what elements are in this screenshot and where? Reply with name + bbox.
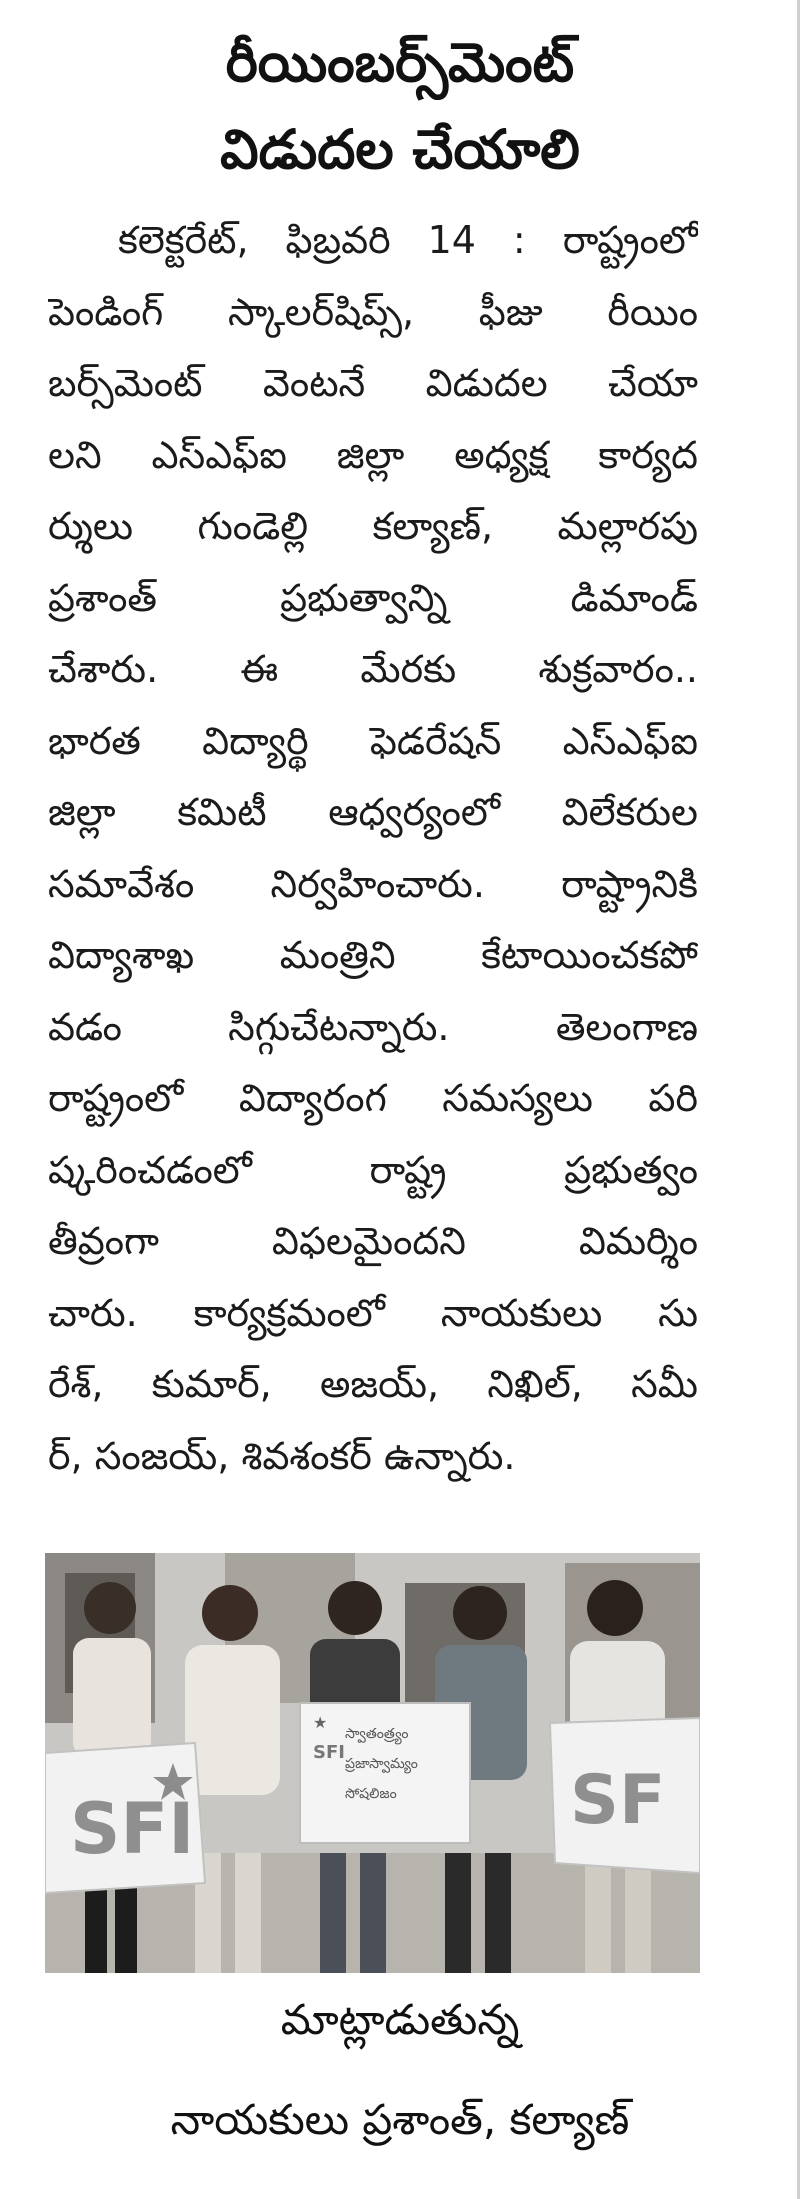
body-line: రాష్ట్రంలో విద్యారంగ సమస్యలు పరి [48,1076,698,1120]
banner-right-text: SF [570,1761,666,1840]
sfi-banner-left [45,1743,205,1893]
body-line: చేశారు. ఈ మేరకు శుక్రవారం.. [48,647,698,691]
news-photo [45,1553,700,1973]
placard-line-2: ప్రజాస్వామ్యం [345,1756,418,1772]
body-line: జిల్లా కమిటీ ఆధ్వర్యంలో విలేకరుల [48,790,698,834]
sfi-placard [300,1703,470,1843]
body-line: లని ఎస్ఎఫ్ఐ జిల్లా అధ్యక్ష కార్యద [48,432,698,477]
banner-left-text: SFI [70,1788,195,1870]
body-line: వడం సిగ్గుచేటన్నారు. తెలంగాణ [48,1004,698,1049]
body-line: భారత విద్యార్థి ఫెడరేషన్ ఎస్ఎఫ్ఐ [48,718,698,763]
photo-caption-line-1: మాట్లాడుతున్న [280,1995,520,2044]
article-body [48,205,698,1492]
body-line: ష్కరించడంలో రాష్ట్ర ప్రభుత్వం [48,1147,698,1192]
body-line: చారు. కార్యక్రమంలో నాయకులు సు [48,1290,698,1335]
previous-article-cutoff [40,0,560,10]
body-line: బర్స్‌మెంట్ వెంటనే విడుదల చేయా [48,361,698,405]
placard-star: ★ [313,1713,328,1732]
placard-line-1: స్వాతంత్ర్యం [345,1726,409,1742]
body-line: తీవ్రంగా విఫలమైందని విమర్శిం [48,1219,698,1263]
sfi-banner-right [550,1718,700,1873]
body-line: ప్రశాంత్ ప్రభుత్వాన్ని డిమాండ్ [48,575,698,620]
photo-illustration [45,1553,700,1973]
placard-vertical-text: SFI [313,1742,345,1763]
body-line: రేశ్, కుమార్, అజయ్, నిఖిల్, సమీ [48,1362,698,1406]
placard-line-3: సోషలిజం [345,1786,397,1802]
body-line: ర్, సంజయ్, శివశంకర్ ఉన్నారు. [48,1433,516,1478]
body-line: కలెక్టరేట్, ఫిబ్రవరి 14 : రాష్ట్రంలో [118,218,698,262]
headline-line-2: విడుదల చేయాలి [220,118,580,181]
body-line: సమావేశం నిర్వహించారు. రాష్ట్రానికి [48,861,698,906]
body-line: ర్శులు గుండెల్లి కల్యాణ్, మల్లారపు [48,504,698,548]
photo-caption-line-2: నాయకులు ప్రశాంత్, కల్యాణ్ [170,2095,630,2144]
body-line: పెండింగ్ స్కాలర్‌షిప్స్, ఫీజు రీయిం [48,289,698,334]
headline-line-1: రీయింబర్స్‌మెంట్ [225,31,575,94]
body-line: విద్యాశాఖ మంత్రిని కేటాయించకపో [48,933,698,977]
